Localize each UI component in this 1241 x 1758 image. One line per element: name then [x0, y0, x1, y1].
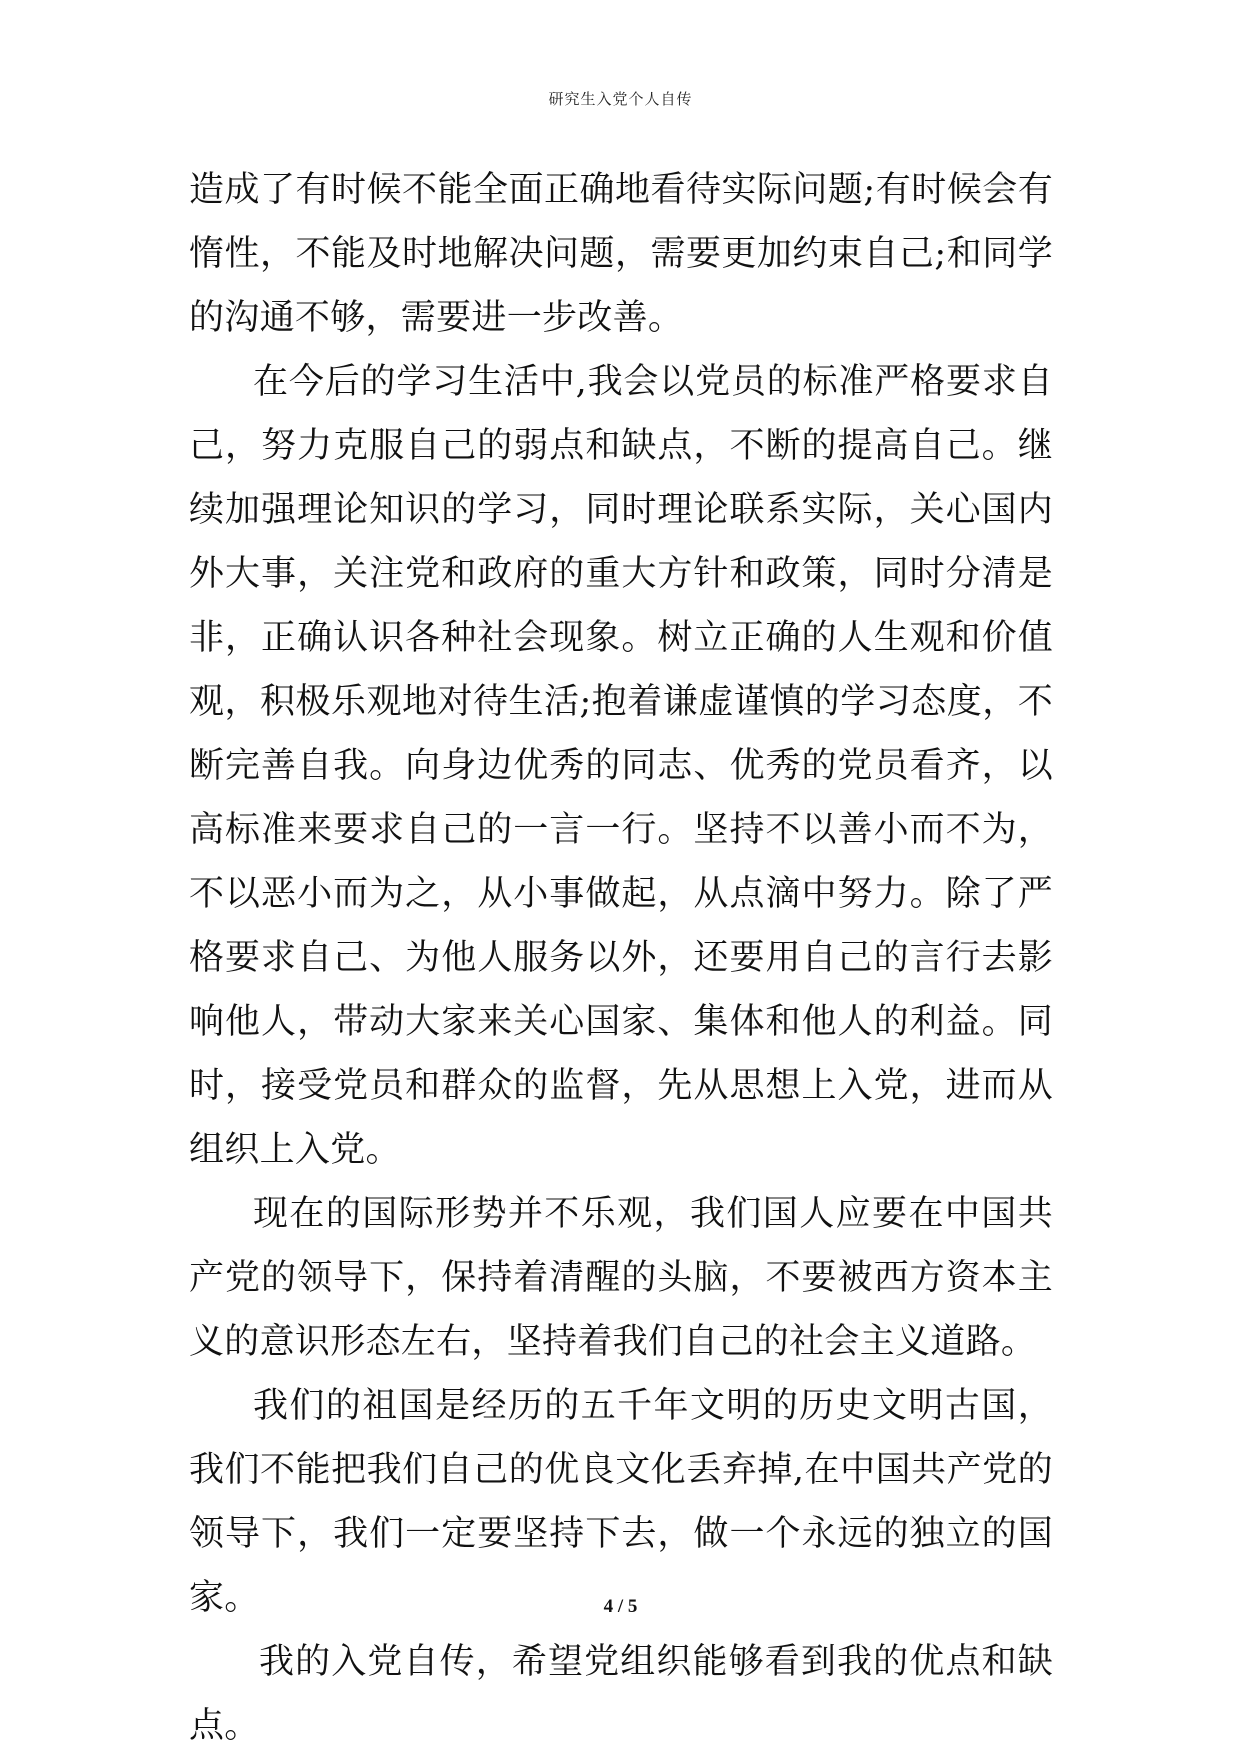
running-header: 研究生入党个人自传 [548, 90, 693, 108]
paragraph-motherland: 我们的祖国是经历的五千年文明的历史文明古国，我们不能把我们自己的优良文化丢弃掉,在中国共产党的领导下，我们一定要坚持下去，做一个永远的独立的国家。 [189, 1386, 1053, 1618]
paragraph-closing: 我的入党自传，希望党组织能够看到我的优点和缺点。 [189, 1642, 1053, 1746]
paragraph-continuation: 造成了有时候不能全面正确地看待实际问题;有时候会有惰性，不能及时地解决问题，需要更加约束自己;和同学的沟通不够，需要进一步改善。 [189, 170, 1053, 338]
paragraph-international-situation: 现在的国际形势并不乐观，我们国人应要在中国共产党的领导下，保持着清醒的头脑，不要被西方资本主义的意识形态左右，坚持着我们自己的社会主义道路。 [189, 1194, 1053, 1362]
paragraph-self-improvement: 在今后的学习生活中,我会以党员的标准严格要求自己，努力克服自己的弱点和缺点，不断的提高自己。继续加强理论知识的学习，同时理论联系实际，关心国内外大事，关注党和政府的重大方针和政策，同时分清是非，正确认识各种社会现象。树立正确的人生观和价值观，积极乐观地对待生活;抱着谦虚谨慎的学习态度，不断完善自我。向身边优秀的同志、优秀的党员看齐，以高标准来要求自己的一言一行。坚持不以善小而不为，不以恶小而为之，从小事做起，从点滴中努力。除了严格要求自己、为他人服务以外，还要用自己的言行去影响他人，带动大家来关心国家、集体和他人的利益。同时，接受党员和群众的监督，先从思想上入党，进而从组织上入党。 [189, 362, 1053, 1170]
document-body [189, 158, 1053, 1758]
page-number: 4 / 5 [603, 1596, 638, 1617]
